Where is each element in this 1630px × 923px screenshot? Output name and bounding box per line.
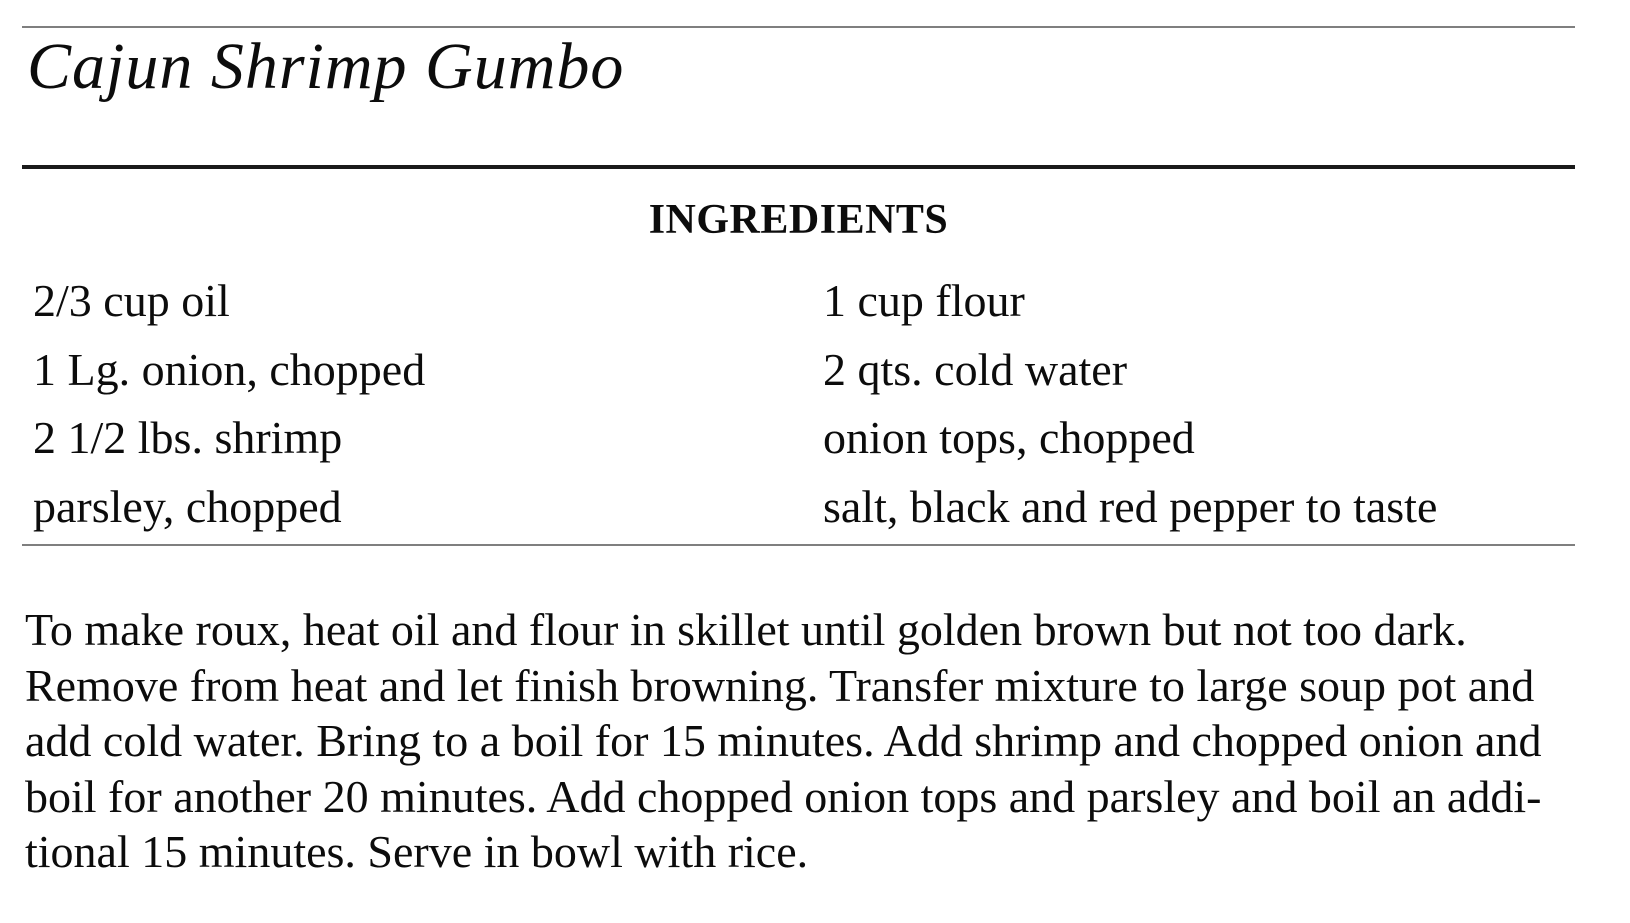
- instruction-line: add cold water. Bring to a boil for 15 minutes. Add shrimp and chopped onion and: [25, 715, 1542, 766]
- recipe-title: Cajun Shrimp Gumbo: [27, 30, 625, 103]
- ingredient-item: 1 cup flour: [823, 275, 1025, 326]
- ingredient-item: parsley, chopped: [33, 480, 342, 532]
- instructions-paragraph: [25, 602, 1541, 880]
- ingredient-item: salt, black and red pepper to taste: [823, 480, 1438, 532]
- title-divider: [22, 165, 1575, 169]
- ingredient-item: 1 Lg. onion, chopped: [33, 343, 426, 395]
- ingredients-divider: [22, 544, 1575, 546]
- instruction-line: To make roux, heat oil and flour in skillet until golden brown but not too dark.: [25, 604, 1467, 655]
- ingredient-item: onion tops, chopped: [823, 412, 1195, 463]
- ingredients-column-left: [33, 267, 425, 541]
- ingredients-column-right: [823, 267, 1437, 541]
- ingredients-heading: INGREDIENTS: [648, 197, 949, 243]
- instruction-line: Remove from heat and let finish browning. Transfer mixture to large soup pot and: [25, 659, 1535, 711]
- ingredient-item: 2 qts. cold water: [823, 343, 1128, 395]
- instruction-line: tional 15 minutes. Serve in bowl with rice.: [25, 826, 809, 877]
- ingredient-item: 2 1/2 lbs. shrimp: [33, 412, 343, 463]
- ingredient-item: 2/3 cup oil: [33, 275, 230, 326]
- instruction-line: boil for another 20 minutes. Add chopped onion tops and parsley and boil an addi-: [25, 770, 1542, 822]
